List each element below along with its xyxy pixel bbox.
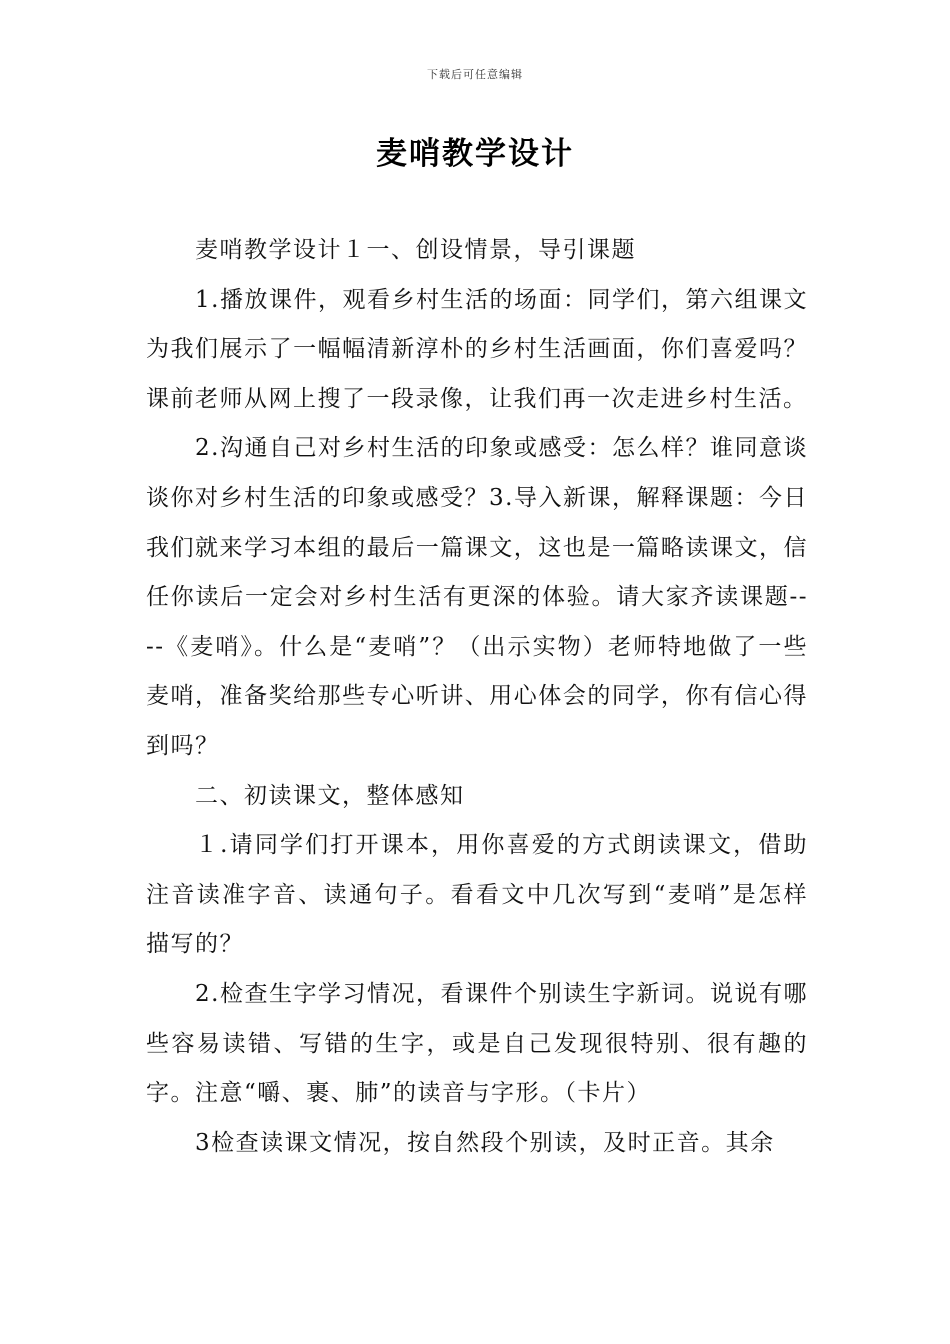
paragraph-2: 1.播放课件，观看乡村生活的场面：同学们，第六组课文为我们展示了一幅幅清新淳朴的乡村生活画面，你们喜爱吗？课前老师从网上搜了一段录像，让我们再一次走进乡村生活。 — [146, 286, 808, 412]
document-title: 麦哨教学设计 — [376, 136, 574, 172]
paragraph-6: 2.检查生字学习情况，看课件个别读生字新词。说说有哪些容易读错、写错的生字，或是自己发现很特别、很有趣的字。注意“嚼、裹、肺”的读音与字形。（卡片） — [146, 980, 808, 1107]
paragraph-7: 3检查读课文情况，按自然段个别读，及时正音。其余 — [195, 1129, 775, 1156]
paragraph-4: 二、初读课文，整体感知 — [195, 782, 465, 809]
paragraph-1: 麦哨教学设计１一、创设情景，导引课题 — [195, 237, 636, 263]
document-body — [146, 226, 808, 1168]
header-note: 下载后可任意编辑 — [427, 68, 523, 81]
paragraph-5: １.请同学们打开课本，用你喜爱的方式朗读课文，借助注音读准字音、读通句子。看看文中几次写到“麦哨”是怎样描写的？ — [146, 832, 808, 958]
paragraph-3: 2.沟通自己对乡村生活的印象或感受：怎么样？谁同意谈谈你对乡村生活的印象或感受？3.导入新课，解释课题：今日我们就来学习本组的最后一篇课文，这也是一篇略读课文，信任你读后一定会对乡村生活有更深的体验。请大家齐读课题----《麦哨》。什么是“麦哨”？（出示实物）老师特地做了一些麦哨，准备奖给那些专心听讲、用心体会的同学，你有信心得到吗？ — [146, 435, 808, 759]
